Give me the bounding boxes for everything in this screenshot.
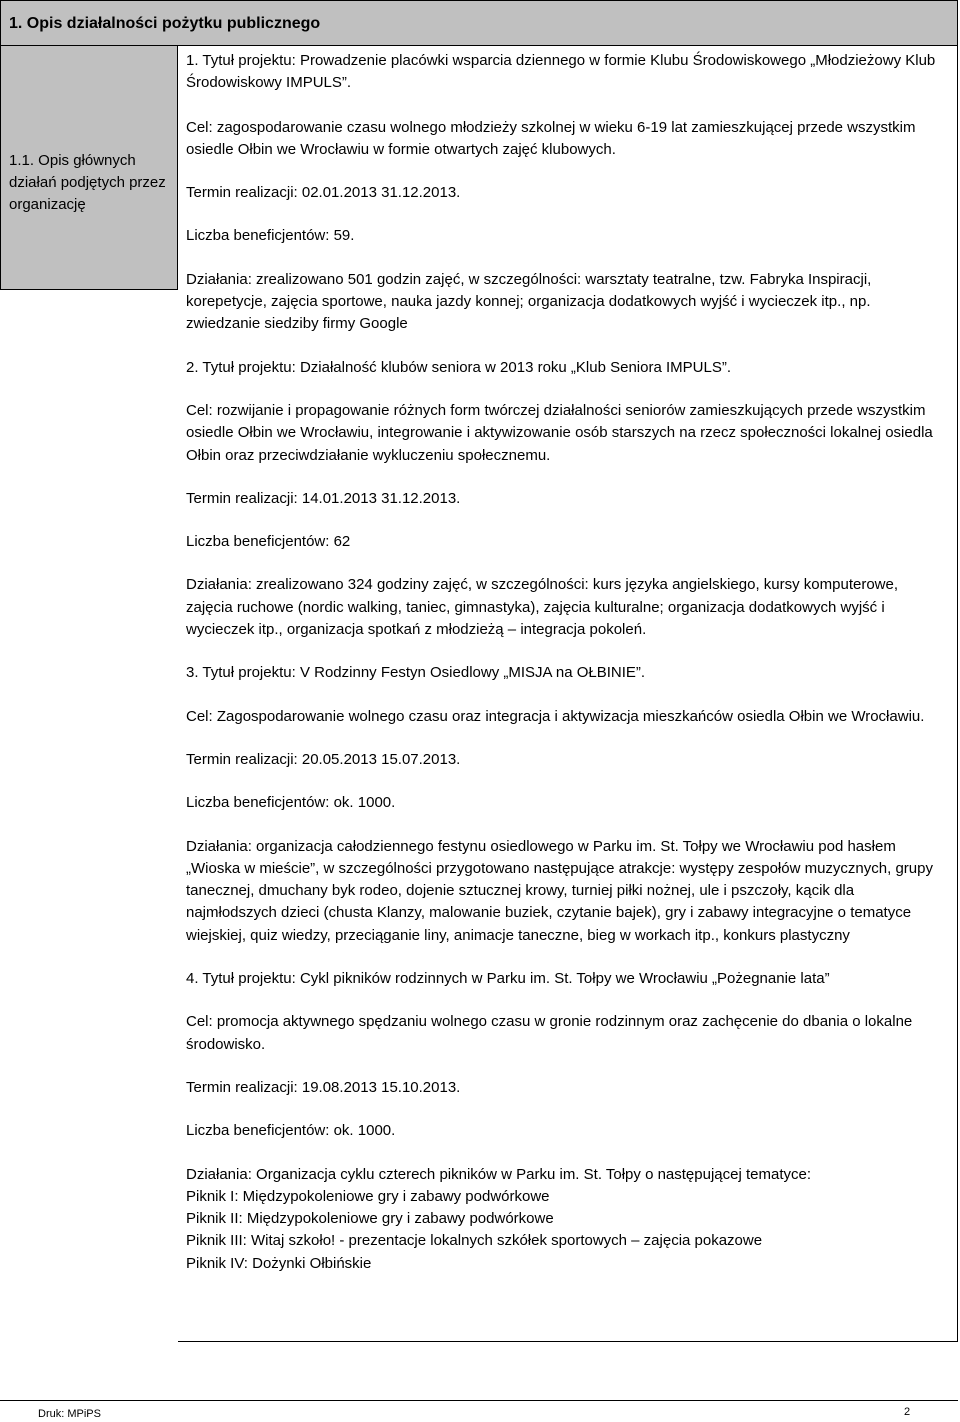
project-1-goal: Cel: zagospodarowanie czasu wolnego młodzieży szkolnej w wieku 6-19 lat zamieszkującej przede wszystkim osiedle Ołbin we Wrocławiu w formie otwartych zajęć klubowych. xyxy=(186,118,916,158)
project-4-goal: Cel: promocja aktywnego spędzaniu wolnego czasu w gronie rodzinnym oraz zachęcenie do dbania o lokalne środowisko. xyxy=(186,1013,913,1053)
project-3-term: Termin realizacji: 20.05.2013 15.07.2013. xyxy=(186,750,461,768)
project-2-term: Termin realizacji: 14.01.2013 31.12.2013. xyxy=(186,489,461,507)
project-1-term: Termin realizacji: 02.01.2013 31.12.2013. xyxy=(186,184,461,202)
project-3-title: 3. Tytuł projektu: V Rodzinny Festyn Osiedlowy „MISJA na OŁBINIE”. xyxy=(186,664,646,682)
project-3-actions: Działania: organizacja całodziennego festynu osiedlowego w Parku im. St. Tołpy we Wrocławiu pod hasłem „Wioska w mieście”, w szczególności przygotowano następujące atrakcje: występy zespołów muzycznych, grupy tanecznej, dmuchany byk rodeo, dojenie sztucznej krowy, turniej piłki nożnej, ule i pszczoły, kącik dla najmłodszych dzieci (chusta Klanzy, malowanie buziek, czytanie bajek), gry i zabawy integracyjne o tematyce wiejskiej, quiz wiedzy, przeciąganie liny, animacje taneczne, bieg w workach itp., konkurs plastyczny xyxy=(186,837,933,944)
project-1-title: 1. Tytuł projektu: Prowadzenie placówki wsparcia dziennego w formie Klubu Środowiskowego „Młodzieżowy Klub Środowiskowy IMPULS”. xyxy=(186,52,936,92)
project-4-title: 4. Tytuł projektu: Cykl pikników rodzinnych w Parku im. St. Tołpy we Wrocławiu „Pożegnanie lata” xyxy=(186,970,830,988)
project-2-actions: Działania: zrealizowano 324 godziny zajęć, w szczególności: kurs języka angielskiego, kursy komputerowe, zajęcia ruchowe (nordic walking, taniec, gimnastyka), zajęcia kulturalne; organizacja dodatkowych wyjść i wycieczek itp., organizacja spotkań z młodzieżą – integracja pokoleń. xyxy=(186,576,899,639)
project-3-goal: Cel: Zagospodarowanie wolnego czasu oraz integracja i aktywizacja mieszkańców osiedla Ołbin we Wrocławiu. xyxy=(186,707,925,725)
footer-rule xyxy=(0,1400,958,1401)
project-4-beneficiaries: Liczba beneficjentów: ok. 1000. xyxy=(186,1122,396,1140)
picnic-4: Piknik IV: Dożynki Ołbińskie xyxy=(186,1254,372,1272)
project-3-beneficiaries: Liczba beneficjentów: ok. 1000. xyxy=(186,794,396,812)
project-2-title: 2. Tytuł projektu: Działalność klubów seniora w 2013 roku „Klub Seniora IMPULS”. xyxy=(186,358,731,376)
section-title: 1. Opis działalności pożytku publicznego xyxy=(9,15,321,32)
picnic-1: Piknik I: Międzypokoleniowe gry i zabawy podwórkowe xyxy=(186,1187,550,1205)
project-2-beneficiaries: Liczba beneficjentów: 62 xyxy=(186,533,351,551)
content xyxy=(186,50,946,1275)
project-2-goal: Cel: rozwijanie i propagowanie różnych form twórczej działalności seniorów zamieszkujących przede wszystkim osiedle Ołbin we Wrocławiu, integrowanie i aktywizowanie osób starszych na rzecz społeczności lokalnej osiedla Ołbin oraz przeciwdziałanie wykluczeniu społecznemu. xyxy=(186,401,933,464)
project-1-actions: Działania: zrealizowano 501 godzin zajęć, w szczególności: warsztaty teatralne, tzw. Fabryka Inspiracji, korepetycje, zajęcia sportowe, nauka jazdy konnej; organizacja dodatkowych wyjść i wycieczek itp., np. zwiedzanie siedziby firmy Google xyxy=(186,270,872,333)
picnic-2: Piknik II: Międzypokoleniowe gry i zabawy podwórkowe xyxy=(186,1210,554,1228)
picnic-3: Piknik III: Witaj szkoło! - prezentacje lokalnych szkółek sportowych – zajęcia pokazowe xyxy=(186,1232,763,1250)
section-header xyxy=(0,0,958,46)
side-column xyxy=(0,46,178,290)
footer-page-number: 2 xyxy=(904,1406,911,1418)
side-label: 1.1. Opis głównych działań podjętych przez organizację xyxy=(9,152,166,213)
project-4-term: Termin realizacji: 19.08.2013 15.10.2013. xyxy=(186,1078,461,1096)
project-1-beneficiaries: Liczba beneficjentów: 59. xyxy=(186,227,355,245)
footer-print-label: Druk: MPiPS xyxy=(38,1408,101,1420)
project-4-actions: Działania: Organizacja cyklu czterech pikników w Parku im. St. Tołpy o następującej tematyce: xyxy=(186,1165,811,1183)
